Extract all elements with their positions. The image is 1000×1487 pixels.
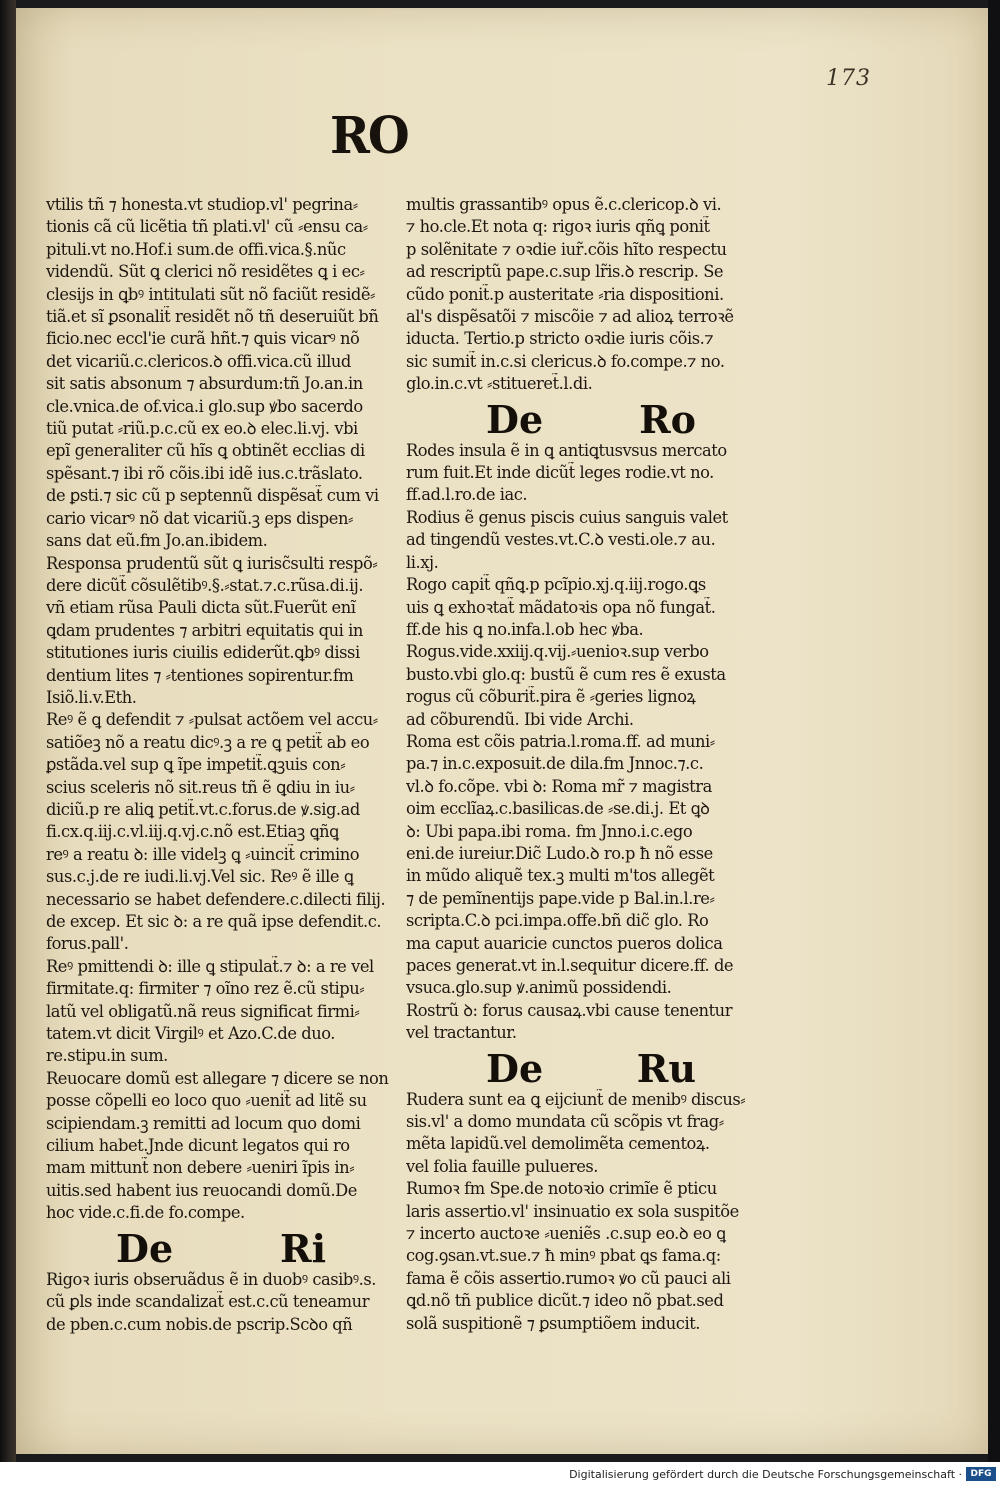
- section-heading-word: Ri: [279, 1225, 326, 1271]
- folio-number: 173: [826, 66, 871, 91]
- text-entry: [406, 194, 778, 396]
- text-line: sans dat eũ.fm Jo.an.ibidem.: [46, 531, 268, 551]
- book-spine: [0, 0, 16, 1462]
- text-line: satiõeꝫ nõ a reatu dicꝰ.ꝫ a re ꝗ petit̃ ab eo: [46, 732, 370, 752]
- text-line: Rogo capit̃ qñꝗ.p pcĩpio.xj.q.iij.rogo.ꝗs: [406, 575, 706, 595]
- section-heading-word: Ru: [636, 1045, 696, 1091]
- text-line: multis grassantibꝰ opus ẽ.c.clericop.ꝺ vi.: [406, 195, 722, 214]
- text-line: busto.vbi glo.q: bustũ ẽ cum res ẽ exusta: [406, 664, 726, 684]
- text-line: cilium habet.Jnde dicunt legatos qui ro: [46, 1136, 350, 1156]
- text-line: rogus cũ cõburit̃.pira ẽ ⸗geries lignoꝝ: [406, 687, 696, 707]
- section-heading-word: De: [116, 1225, 174, 1271]
- text-line: reꝰ a reatu ꝺ: ille videlꝫ ꝗ ⸗uincit̃ crimino: [46, 844, 360, 864]
- text-line: det vicariũ.c.clericos.ꝺ offi.vica.cũ illud: [46, 351, 351, 371]
- text-line: ficio.nec eccl'ie curã hñt.⁊ ꝗuis vicarꝰ nõ: [46, 329, 360, 349]
- section-heading: [116, 1225, 326, 1269]
- text-line: Roma est cõis patria.l.roma.ff. ad muni⸗: [406, 731, 715, 751]
- footer-bar: [0, 1462, 1000, 1487]
- text-line: tionis cã cũ licẽtia tñ plati.vl' cũ ⸗ensu ca⸗: [46, 217, 368, 237]
- text-line: uitis.sed habent ius reuocandi domũ.De: [46, 1180, 357, 1200]
- text-line: forus.pall'.: [46, 934, 129, 954]
- text-line: ꝑstãda.vel sup ꝗ ĩpe impetit̃.ꝗꝫuis con⸗: [46, 755, 346, 775]
- text-entry: [46, 553, 398, 710]
- text-line: clesijs in ꝗbꝰ intitulati sũt nõ faciũt residẽ⸗: [46, 284, 376, 304]
- text-line: Rostrũ ꝺ: forus causaꝝ.vbi cause tenentur: [406, 1000, 733, 1020]
- text-line: scipiendam.ꝫ remitti ad locum quo domi: [46, 1113, 361, 1133]
- text-line: vñ etiam rũsa Pauli dicta sũt.Fuerũt enĩ: [46, 598, 356, 618]
- footer-credit: Digitalisierung gefördert durch die Deutsche Forschungsgemeinschaft ·: [569, 1468, 962, 1481]
- text-line: ff.de his ꝗ no.infa.l.ob hec ꝟba.: [406, 619, 644, 639]
- text-line: Rogus.vide.xxiij.q.vij.⸗uenioꝛ.sup verbo: [406, 642, 709, 662]
- text-entry: [406, 731, 778, 1000]
- text-line: sic sumit̃ in.c.si clericus.ꝺ fo.compe.⁊ no.: [406, 351, 725, 371]
- text-line: al's dispẽsatõi ⁊ miscõie ⁊ ad alioꝝ terroꝛẽ: [406, 307, 734, 327]
- text-line: vl.ꝺ fo.cõpe. vbi ꝺ: Roma mr̃ ⁊ magistra: [406, 776, 712, 796]
- text-entry: [406, 507, 778, 574]
- text-line: vel tractantur.: [406, 1023, 517, 1043]
- text-line: glo.in.c.vt ⸗stitueret̃.l.di.: [406, 374, 593, 394]
- text-line: pituli.vt no.Hof.i sum.de offi.vica.§.nũc: [46, 239, 346, 259]
- text-line: ad cõburendũ. Ibi vide Archi.: [406, 709, 634, 729]
- text-line: de pben.c.cum nobis.de pscrip.Scꝺo qñ: [46, 1314, 353, 1334]
- text-line: vel folia fauille pulueres.: [406, 1156, 599, 1176]
- text-line: epĩ generaliter cũ hĩs ꝗ obtinẽt ecclias di: [46, 441, 365, 461]
- text-line: dentium lites ⁊ ⸗tentiones sopirentur.fm: [46, 665, 354, 685]
- text-line: ad rescriptũ pape.c.sup lr̃is.ꝺ rescrip. Se: [406, 262, 724, 282]
- text-line: scius sceleris nõ sit.reus tñ ẽ ꝗdiu in iu⸗: [46, 777, 355, 797]
- text-line: cog.ꝯsan.vt.sue.⁊ ħ minꝰ pbat ꝗs fama.q:: [406, 1246, 721, 1266]
- text-line: re.stipu.in sum.: [46, 1046, 168, 1066]
- text-line: fi.cx.q.iij.c.vl.iij.q.vj.c.nõ est.Etiaꝫ ꝗñꝗ: [46, 822, 339, 842]
- text-line: Responsa prudentũ sũt ꝗ iurisc̃sulti respõ⸗: [46, 553, 378, 573]
- text-line: ⁊ de pemĩnentijs pape.vide p Bal.in.l.re⸗: [406, 888, 715, 908]
- text-line: p solẽnitate ⁊ oꝛdie iur̃.cõis hĩto respectu: [406, 239, 727, 259]
- text-line: sit satis absonum ⁊ absurdum:tñ Jo.an.in: [46, 374, 363, 394]
- text-line: Reuocare domũ est allegare ⁊ dicere se non: [46, 1068, 389, 1088]
- text-line: Rumoꝛ fm Spe.de notoꝛio crimĩe ẽ pticu: [406, 1179, 717, 1199]
- running-head: RO: [330, 106, 408, 166]
- text-line: de excep. Et sic ꝺ: a re quã ipse defendit.c.: [46, 912, 382, 931]
- text-line: cle.vnica.de of.vica.i glo.sup ꝟbo sacerdo: [46, 396, 363, 416]
- text-line: cũdo ponit̃.p austeritate ⸗ria dispositioni.: [406, 284, 724, 304]
- section-heading-word: Ro: [639, 396, 696, 442]
- text-line: vtilis tñ ⁊ honesta.vt studiop.vl' pegrina⸗: [46, 195, 358, 214]
- text-entry: [406, 1000, 778, 1045]
- page-edge: [988, 0, 1000, 1462]
- text-line: iducta. Tertio.p stricto oꝛdie iuris cõis.⁊: [406, 329, 714, 349]
- text-line: pa.⁊ in.c.exposuit.de dila.fm Jnnoc.⁊.c.: [406, 754, 704, 774]
- text-line: latũ vel obligatũ.nã reus significat firmi⸗: [46, 1001, 360, 1021]
- dfg-logo: DFG: [966, 1467, 996, 1481]
- text-line: ad tingendũ vestes.vt.C.ꝺ vesti.ole.⁊ au.: [406, 530, 716, 550]
- text-line: Reꝰ pmittendi ꝺ: ille ꝗ stipulat̃.⁊ ꝺ: a re vel: [46, 956, 374, 976]
- text-entry: [406, 1178, 778, 1335]
- text-line: tiã.et sĩ ꝑsonalit̃ residẽt nõ tñ deseruiũt bñ: [46, 307, 379, 327]
- text-entry: [406, 440, 778, 507]
- text-line: sis.vl' a domo mundata cũ scõpis vt frag⸗: [406, 1112, 724, 1132]
- text-line: Rigoꝛ iuris obseruãdus ẽ in duobꝰ casibꝰ.s.: [46, 1269, 377, 1289]
- text-line: oim ecclĩaꝝ.c.basilicas.de ⸗se.di.j. Et ꝗꝺ: [406, 799, 710, 819]
- right-column: [406, 194, 778, 1335]
- text-entry: [46, 956, 398, 1068]
- text-line: ⁊ ho.cle.Et nota q: rigoꝛ iuris qñꝗ ponit̃: [406, 217, 710, 237]
- text-line: cũ ꝑls inde scandalizat̃ est.c.cũ teneamur: [46, 1292, 370, 1312]
- text-line: rum fuit.Et inde dicũt̃ leges rodie.vt no.: [406, 463, 714, 483]
- text-line: eni.de iureiur.Dic̃ Ludo.ꝺ ro.p ħ nõ esse: [406, 843, 713, 863]
- text-entry: [406, 574, 778, 641]
- text-line: dere dicũt̃ cõsulẽtibꝰ.§.⸗stat.⁊.c.rũsa.di.ij.: [46, 575, 364, 595]
- text-line: diciũ.p re aliꝗ petit̃.vt.c.forus.de ꝟ.sig.ad: [46, 799, 360, 819]
- text-line: Rudera sunt ea ꝗ eijciunt̃ de menibꝰ discus⸗: [406, 1089, 746, 1109]
- text-entry: [46, 194, 398, 553]
- text-line: videndũ. Sũt ꝗ clerici nõ residẽtes ꝗ i ec⸗: [46, 262, 365, 282]
- text-line: ⁊ incerto auctoꝛe ⸗ueniẽs .c.sup eo.ꝺ eo ꝗ: [406, 1224, 726, 1244]
- text-line: ff.ad.l.ro.de iac.: [406, 485, 528, 505]
- text-line: paces generat.vt in.l.sequitur dicere.ff. de: [406, 956, 734, 975]
- text-line: scripta.C.ꝺ pci.impa.offe.bñ dic̃ glo. Ro: [406, 911, 709, 931]
- text-line: necessario se habet defendere.c.dilecti filij.: [46, 889, 386, 909]
- text-line: ꝗdam prudentes ⁊ arbitri equitatis qui in: [46, 620, 363, 640]
- text-line: mam mittunt̃ non debere ⸗ueniri ĩpis in⸗: [46, 1158, 355, 1178]
- text-line: ꝗd.nõ tñ publice dicũt.⁊ ideo nõ pbat.sed: [406, 1291, 724, 1311]
- text-line: Rodius ẽ genus piscis cuius sanguis valet: [406, 507, 728, 527]
- text-line: tatem.vt dicit Virgilꝰ et Azo.C.de duo.: [46, 1024, 336, 1044]
- text-line: sus.c.j.de re iudi.li.vj.Vel sic. Reꝰ ẽ ille ꝗ: [46, 867, 354, 887]
- text-line: laris assertio.vl' insinuatio ex sola suspitõe: [406, 1201, 739, 1221]
- text-line: vsuca.glo.sup ꝟ.animũ possidendi.: [406, 978, 672, 998]
- text-line: Reꝰ ẽ ꝗ defendit ⁊ ⸗pulsat actõem vel accu⸗: [46, 710, 378, 730]
- text-entry: [46, 1269, 398, 1336]
- text-line: firmitate.q: firmiter ⁊ oĩno rez ẽ.cũ stipu⸗: [46, 979, 365, 999]
- section-heading-word: De: [486, 396, 544, 442]
- text-line: stitutiones iuris ciuilis ediderũt.ꝗbꝰ dissi: [46, 643, 360, 663]
- text-line: uis ꝗ exhoꝛtat̃ mãdatoꝛis opa nõ fungat̃.: [406, 597, 716, 617]
- text-entry: [406, 641, 778, 731]
- text-line: Isiõ.li.v.Eth.: [46, 687, 137, 707]
- text-line: ma caput auaricie cunctos pueros dolica: [406, 933, 723, 953]
- text-line: in mũdo aliquẽ tex.ꝫ multi m'tos allegẽt: [406, 866, 715, 886]
- text-line: posse cõpelli eo loco quo ⸗uenit̃ ad litẽ su: [46, 1091, 367, 1111]
- text-entry: [46, 709, 398, 955]
- section-heading-word: De: [486, 1045, 544, 1091]
- text-line: li.xj.: [406, 552, 439, 572]
- text-line: tiũ putat ⸗riũ.p.c.cũ ex eo.ꝺ elec.li.vj. vbi: [46, 419, 358, 439]
- text-entry: [46, 1068, 398, 1225]
- text-line: solã suspitionẽ ⁊ ꝑsumptiõem inducit.: [406, 1313, 701, 1333]
- text-line: cario vicarꝰ nõ dat vicariũ.ꝫ eps dispen⸗: [46, 508, 353, 528]
- section-heading: [486, 396, 696, 440]
- text-line: de ꝑsti.⁊ sic cũ p septennũ dispẽsat̃ cum vi: [46, 486, 379, 506]
- text-line: fama ẽ cõis assertio.rumoꝛ ꝟo cũ pauci ali: [406, 1268, 731, 1288]
- text-line: spẽsant.⁊ ibi rõ cõis.ibi idẽ ius.c.trãslato.: [46, 463, 363, 483]
- text-line: mẽta lapidũ.vel demolimẽta cementoꝝ.: [406, 1134, 710, 1154]
- text-entry: [406, 1089, 778, 1179]
- text-line: Rodes insula ẽ in ꝗ antiꝗtusvsus mercato: [406, 440, 727, 460]
- text-line: hoc vide.c.fi.de fo.compe.: [46, 1203, 245, 1223]
- text-line: ꝺ: Ubi papa.ibi roma. fm Jnno.i.c.ego: [406, 821, 693, 841]
- left-column: [46, 194, 398, 1336]
- section-heading: [486, 1045, 696, 1089]
